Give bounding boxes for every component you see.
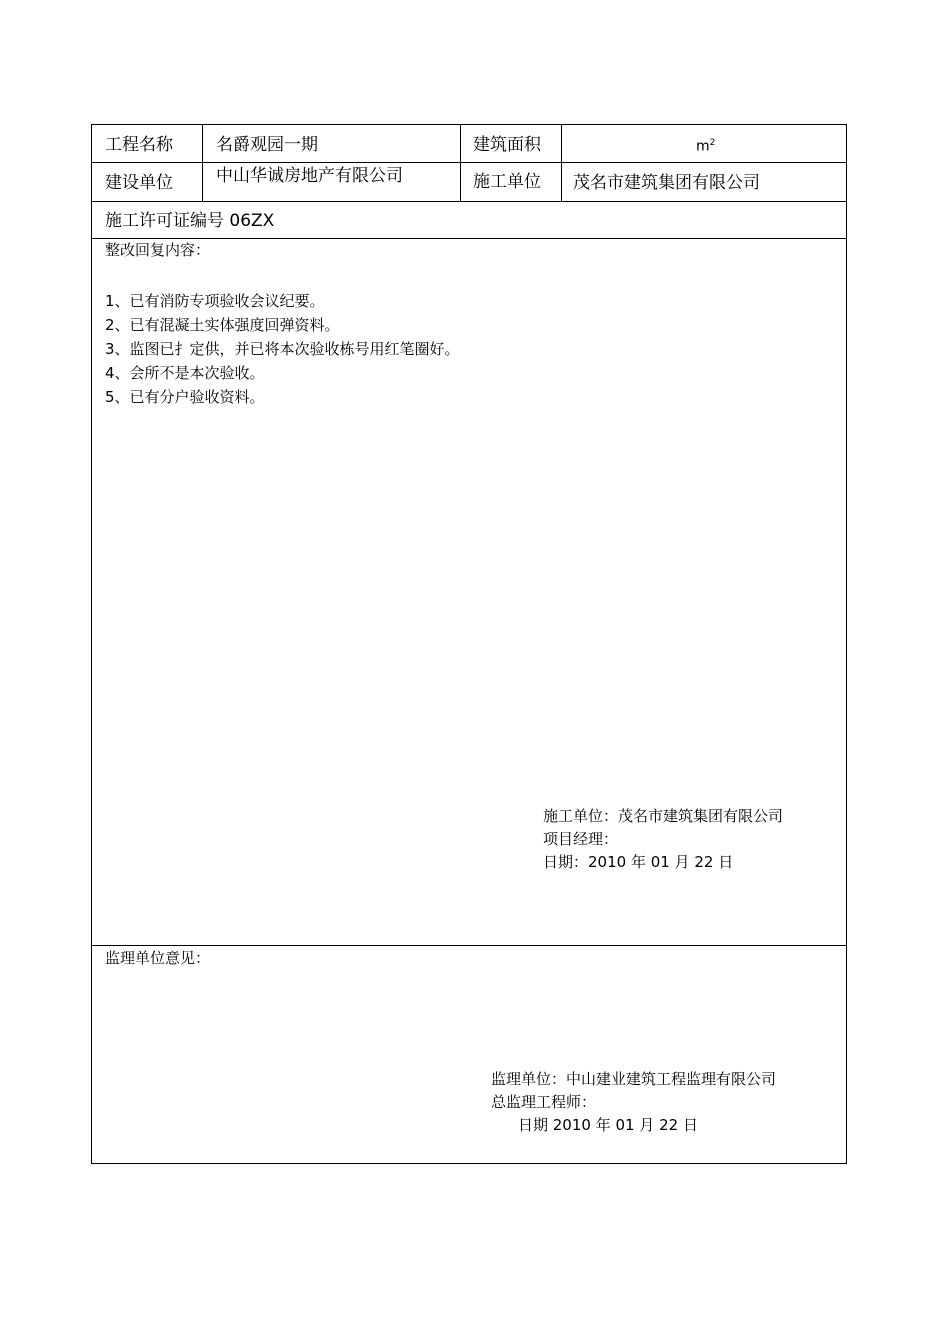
col-divider-3 (561, 125, 562, 201)
builder-sign-date: 日期：2010 年 01 月 22 日 (543, 853, 734, 871)
project-name-value: 名爵观园一期 (216, 135, 318, 155)
reply-heading: 整改回复内容： (105, 241, 211, 259)
acceptance-reply-form (91, 124, 847, 1164)
list-item: 2、已有混凝土实体强度回弹资料。 (105, 316, 340, 334)
list-item: 1、已有消防专项验收会议纪要。 (105, 292, 325, 310)
supervision-sign-date: 日期 2010 年 01 月 22 日 (518, 1116, 698, 1134)
construction-unit-value: 中山华诚房地产有限公司 (216, 166, 403, 186)
builder-sign-unit: 施工单位：茂名市建筑集团有限公司 (543, 807, 784, 825)
building-area-unit: $m^2$ (696, 138, 716, 155)
row-divider-2 (92, 201, 846, 202)
builder-value: 茂名市建筑集团有限公司 (573, 173, 760, 193)
col-divider-1 (202, 125, 203, 201)
list-item: 4、会所不是本次验收。 (105, 364, 265, 382)
row-divider-1 (92, 162, 846, 163)
supervision-heading: 监理单位意见： (105, 949, 211, 967)
supervision-sign-unit: 监理单位：中山建业建筑工程监理有限公司 (491, 1070, 777, 1088)
permit-number: 施工许可证编号 06ZX (105, 211, 275, 231)
supervision-signature-block (491, 1068, 776, 1137)
builder-sign-manager: 项目经理： (543, 830, 619, 848)
building-area-label: 建筑面积 (473, 135, 541, 155)
col-divider-2 (460, 125, 461, 201)
builder-label: 施工单位 (473, 172, 541, 192)
builder-signature-block (543, 805, 783, 874)
reply-list (105, 289, 460, 409)
list-item: 5、已有分户验收资料。 (105, 388, 265, 406)
construction-unit-label: 建设单位 (105, 173, 173, 193)
supervision-sign-engineer: 总监理工程师： (491, 1093, 597, 1111)
project-name-label: 工程名称 (105, 135, 173, 155)
list-item: 3、监图已扌定供，并已将本次验收栋号用红笔圈好。 (105, 340, 460, 358)
